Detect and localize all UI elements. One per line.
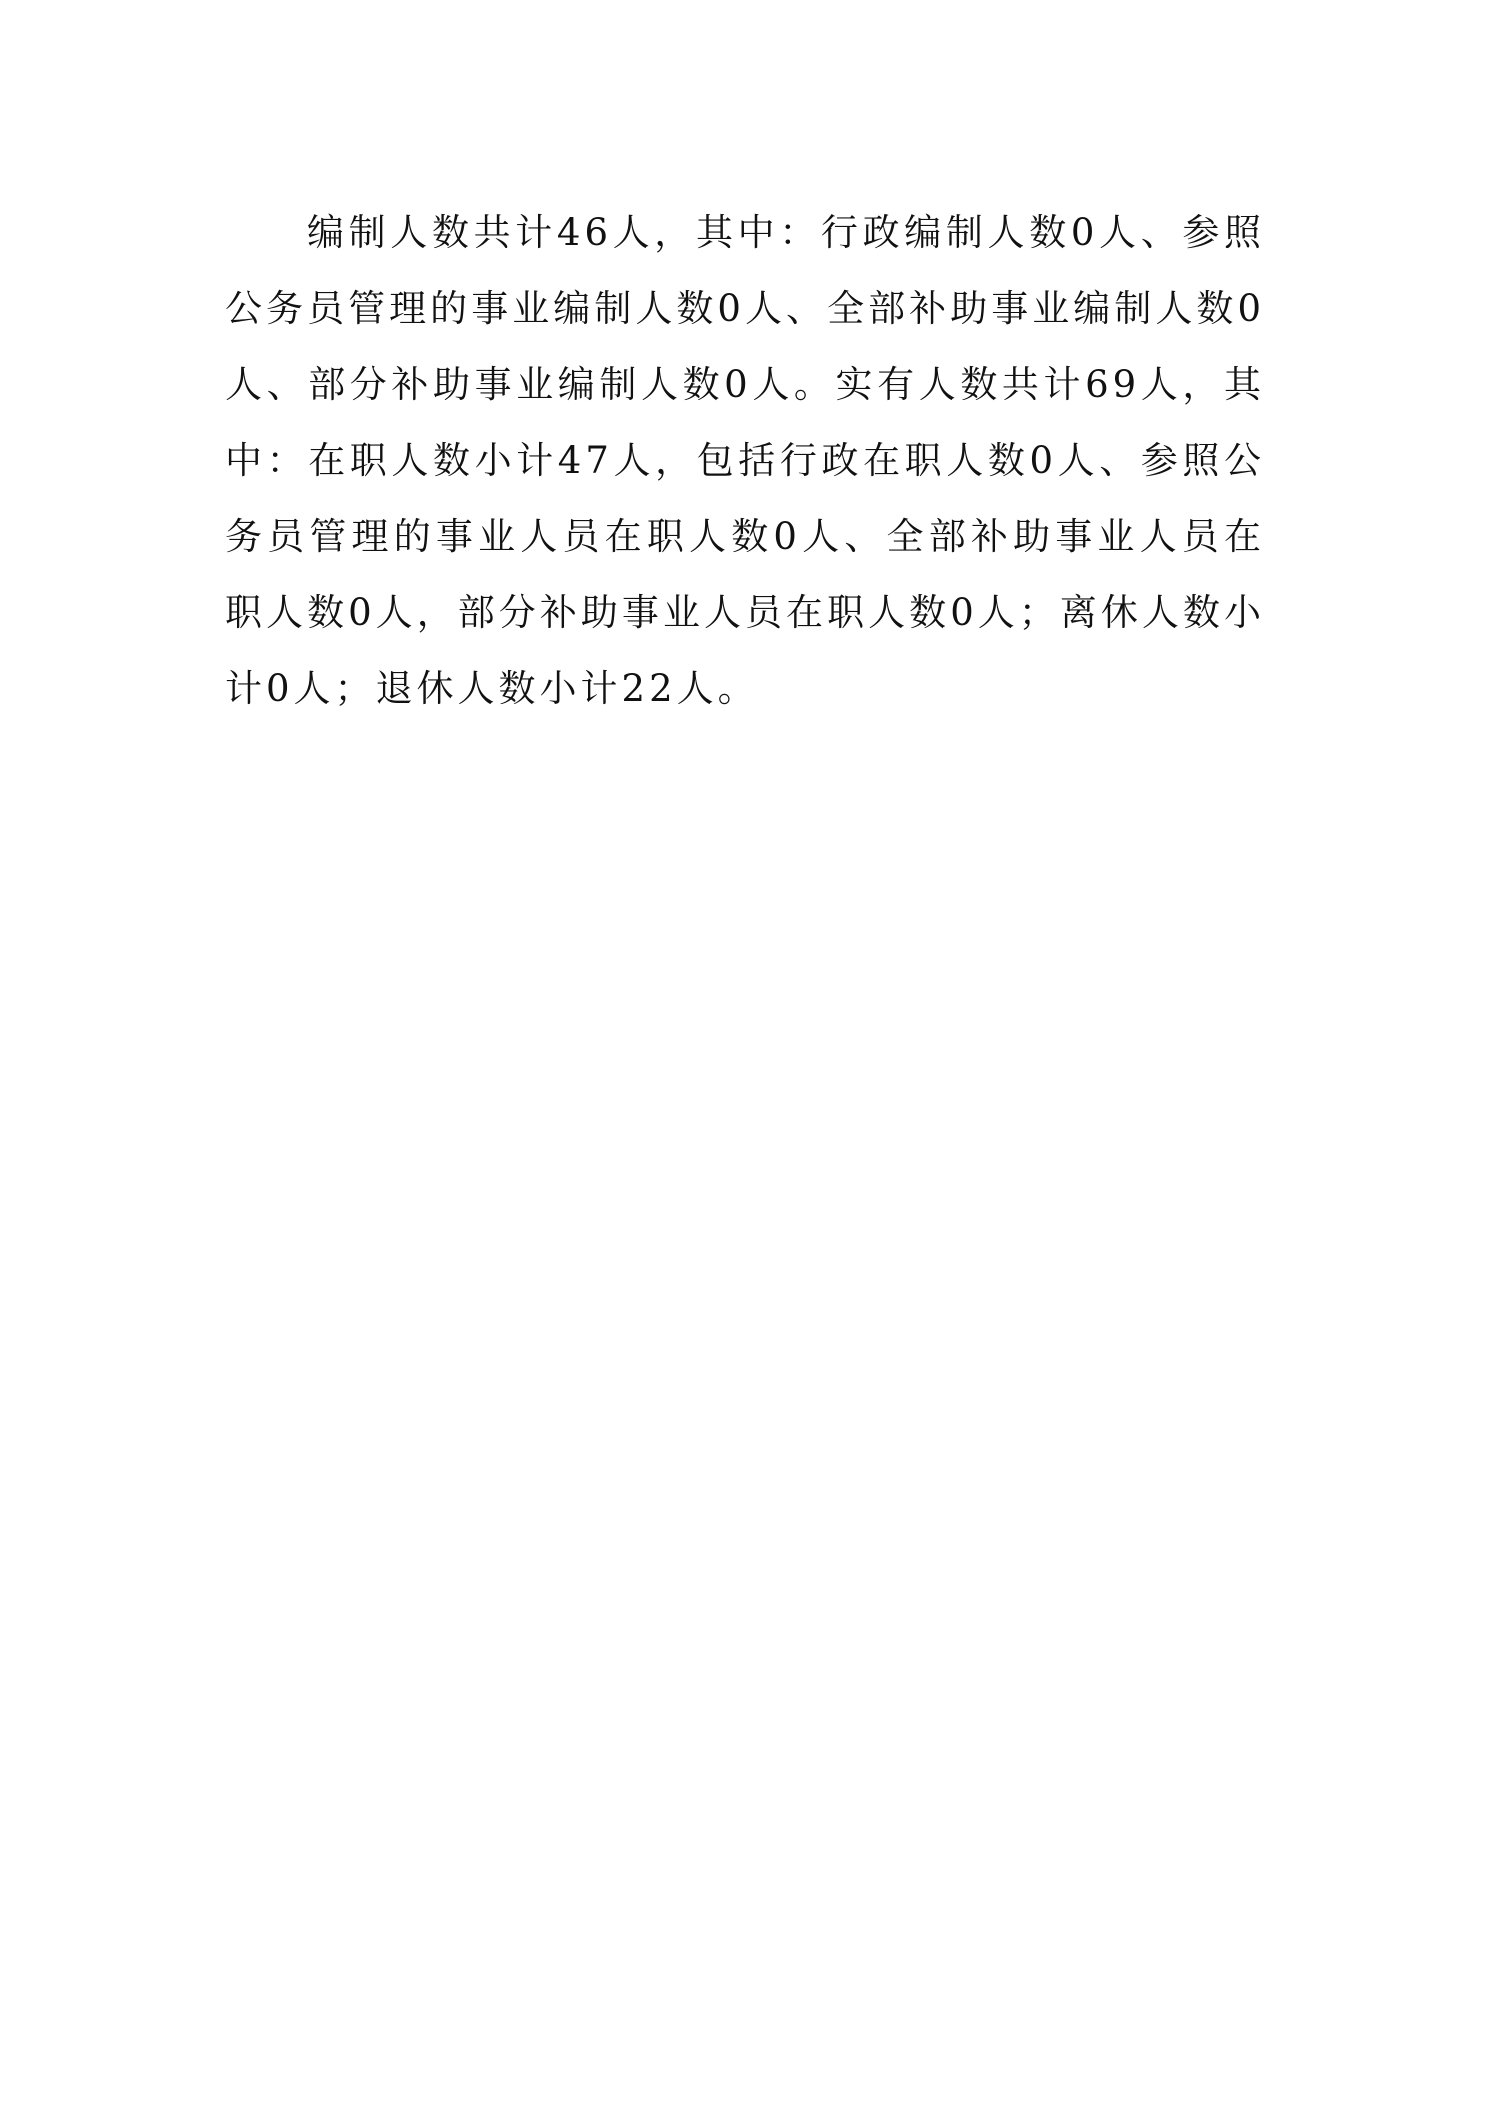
staffing-paragraph: 编制人数共计46人，其中：行政编制人数0人、参照公务员管理的事业编制人数0人、全部补助事业编制人数0人、部分补助事业编制人数0人。实有人数共计69人，其中：在职人数小计47人，包括行政在职人数0人、参照公务员管理的事业人员在职人数0人、全部补助事业人员在职人数0人，部分补助事业人员在职人数0人；离休人数小计0人；退休人数小计22人。 — [225, 211, 1265, 710]
